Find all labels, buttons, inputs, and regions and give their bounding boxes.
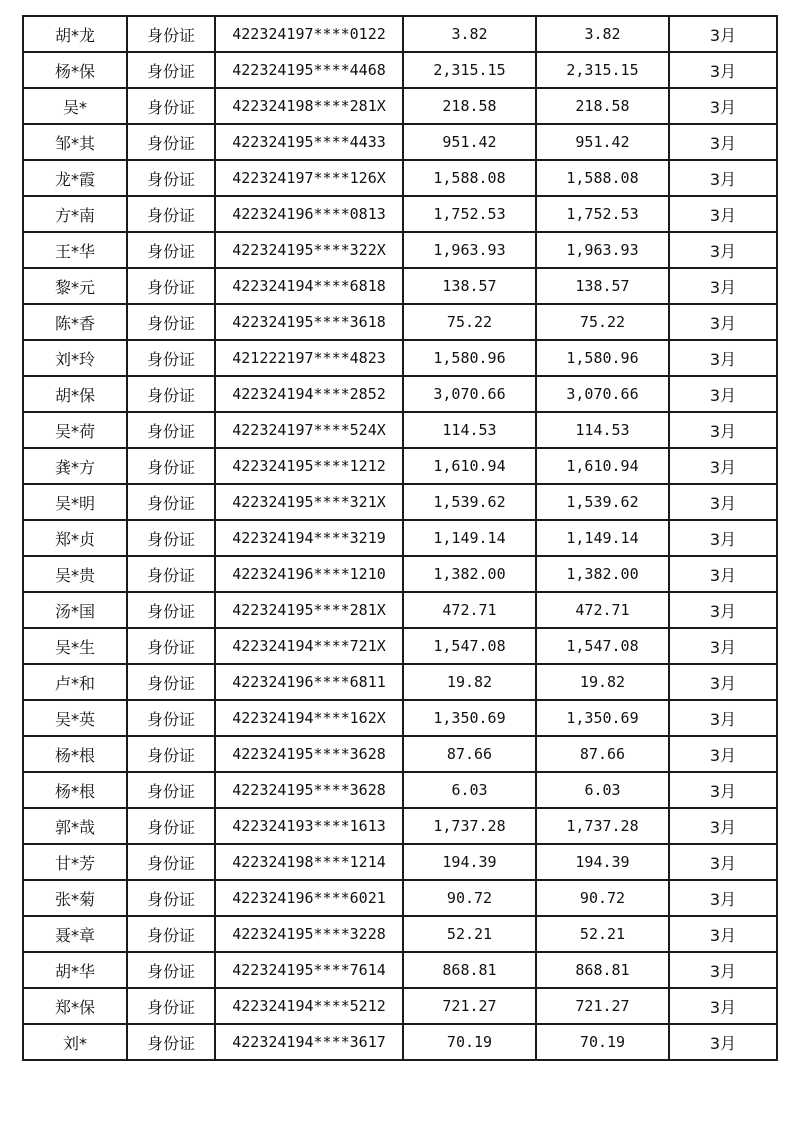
- month-cell: 3月: [669, 1024, 777, 1060]
- id-number-cell: 422324195****322X: [215, 232, 403, 268]
- name-cell: 龙*霞: [23, 160, 127, 196]
- id-type-cell: 身份证: [127, 592, 215, 628]
- month-cell: 3月: [669, 16, 777, 52]
- amount-cell: 1,737.28: [403, 808, 536, 844]
- table-row: [23, 304, 777, 340]
- id-type-cell: 身份证: [127, 520, 215, 556]
- amount-paid-cell: 1,149.14: [536, 520, 669, 556]
- id-number-cell: 422324195****281X: [215, 592, 403, 628]
- amount-paid-cell: 1,350.69: [536, 700, 669, 736]
- table-row: [23, 52, 777, 88]
- amount-cell: 218.58: [403, 88, 536, 124]
- name-cell: 郑*保: [23, 988, 127, 1024]
- table-row: [23, 808, 777, 844]
- amount-paid-cell: 1,382.00: [536, 556, 669, 592]
- id-number-cell: 422324195****4468: [215, 52, 403, 88]
- month-cell: 3月: [669, 376, 777, 412]
- month-cell: 3月: [669, 556, 777, 592]
- name-cell: 吴*英: [23, 700, 127, 736]
- month-cell: 3月: [669, 772, 777, 808]
- name-cell: 黎*元: [23, 268, 127, 304]
- id-number-cell: 422324195****3228: [215, 916, 403, 952]
- amount-paid-cell: 1,963.93: [536, 232, 669, 268]
- amount-cell: 1,963.93: [403, 232, 536, 268]
- name-cell: 胡*龙: [23, 16, 127, 52]
- id-type-cell: 身份证: [127, 772, 215, 808]
- amount-cell: 1,580.96: [403, 340, 536, 376]
- name-cell: 刘*玲: [23, 340, 127, 376]
- table-row: [23, 1024, 777, 1060]
- amount-cell: 194.39: [403, 844, 536, 880]
- amount-paid-cell: 6.03: [536, 772, 669, 808]
- id-type-cell: 身份证: [127, 664, 215, 700]
- amount-cell: 1,588.08: [403, 160, 536, 196]
- amount-cell: 6.03: [403, 772, 536, 808]
- name-cell: 王*华: [23, 232, 127, 268]
- id-number-cell: 422324195****7614: [215, 952, 403, 988]
- month-cell: 3月: [669, 700, 777, 736]
- table-row: [23, 700, 777, 736]
- table-row: [23, 556, 777, 592]
- table-row: [23, 16, 777, 52]
- amount-cell: 1,547.08: [403, 628, 536, 664]
- name-cell: 胡*华: [23, 952, 127, 988]
- amount-paid-cell: 1,547.08: [536, 628, 669, 664]
- id-number-cell: 422324194****3617: [215, 1024, 403, 1060]
- id-number-cell: 422324195****321X: [215, 484, 403, 520]
- table-row: [23, 988, 777, 1024]
- amount-paid-cell: 19.82: [536, 664, 669, 700]
- name-cell: 吴*荷: [23, 412, 127, 448]
- table-row: [23, 844, 777, 880]
- table-row: [23, 412, 777, 448]
- month-cell: 3月: [669, 880, 777, 916]
- name-cell: 陈*香: [23, 304, 127, 340]
- id-number-cell: 422324193****1613: [215, 808, 403, 844]
- id-type-cell: 身份证: [127, 700, 215, 736]
- month-cell: 3月: [669, 124, 777, 160]
- month-cell: 3月: [669, 736, 777, 772]
- id-number-cell: 422324194****2852: [215, 376, 403, 412]
- id-number-cell: 422324196****6021: [215, 880, 403, 916]
- month-cell: 3月: [669, 664, 777, 700]
- id-number-cell: 422324196****0813: [215, 196, 403, 232]
- amount-cell: 1,149.14: [403, 520, 536, 556]
- amount-cell: 868.81: [403, 952, 536, 988]
- id-type-cell: 身份证: [127, 232, 215, 268]
- amount-paid-cell: 52.21: [536, 916, 669, 952]
- month-cell: 3月: [669, 448, 777, 484]
- name-cell: 刘*: [23, 1024, 127, 1060]
- amount-paid-cell: 951.42: [536, 124, 669, 160]
- id-number-cell: 422324194****721X: [215, 628, 403, 664]
- month-cell: 3月: [669, 628, 777, 664]
- month-cell: 3月: [669, 52, 777, 88]
- table-row: [23, 232, 777, 268]
- id-type-cell: 身份证: [127, 124, 215, 160]
- amount-cell: 87.66: [403, 736, 536, 772]
- id-number-cell: 422324194****162X: [215, 700, 403, 736]
- amount-cell: 19.82: [403, 664, 536, 700]
- table-row: [23, 952, 777, 988]
- data-table: [22, 15, 778, 1061]
- id-number-cell: 422324197****126X: [215, 160, 403, 196]
- name-cell: 郑*贞: [23, 520, 127, 556]
- id-type-cell: 身份证: [127, 304, 215, 340]
- id-number-cell: 422324196****6811: [215, 664, 403, 700]
- name-cell: 聂*章: [23, 916, 127, 952]
- name-cell: 吴*: [23, 88, 127, 124]
- name-cell: 张*菊: [23, 880, 127, 916]
- month-cell: 3月: [669, 268, 777, 304]
- table-row: [23, 196, 777, 232]
- table-row: [23, 736, 777, 772]
- amount-paid-cell: 868.81: [536, 952, 669, 988]
- amount-cell: 75.22: [403, 304, 536, 340]
- name-cell: 郭*哉: [23, 808, 127, 844]
- id-type-cell: 身份证: [127, 628, 215, 664]
- id-type-cell: 身份证: [127, 340, 215, 376]
- amount-cell: 70.19: [403, 1024, 536, 1060]
- id-type-cell: 身份证: [127, 808, 215, 844]
- month-cell: 3月: [669, 952, 777, 988]
- id-type-cell: 身份证: [127, 736, 215, 772]
- id-type-cell: 身份证: [127, 376, 215, 412]
- id-type-cell: 身份证: [127, 916, 215, 952]
- amount-paid-cell: 1,539.62: [536, 484, 669, 520]
- amount-cell: 951.42: [403, 124, 536, 160]
- name-cell: 汤*国: [23, 592, 127, 628]
- amount-cell: 114.53: [403, 412, 536, 448]
- table-row: [23, 448, 777, 484]
- name-cell: 方*南: [23, 196, 127, 232]
- table-row: [23, 376, 777, 412]
- amount-cell: 3.82: [403, 16, 536, 52]
- name-cell: 杨*保: [23, 52, 127, 88]
- table-row: [23, 124, 777, 160]
- amount-paid-cell: 138.57: [536, 268, 669, 304]
- name-cell: 胡*保: [23, 376, 127, 412]
- table-row: [23, 520, 777, 556]
- amount-cell: 1,610.94: [403, 448, 536, 484]
- table-row: [23, 628, 777, 664]
- amount-paid-cell: 721.27: [536, 988, 669, 1024]
- id-number-cell: 421222197****4823: [215, 340, 403, 376]
- month-cell: 3月: [669, 844, 777, 880]
- table-row: [23, 880, 777, 916]
- amount-paid-cell: 87.66: [536, 736, 669, 772]
- amount-cell: 1,752.53: [403, 196, 536, 232]
- id-number-cell: 422324195****4433: [215, 124, 403, 160]
- month-cell: 3月: [669, 484, 777, 520]
- month-cell: 3月: [669, 196, 777, 232]
- name-cell: 吴*贵: [23, 556, 127, 592]
- amount-paid-cell: 194.39: [536, 844, 669, 880]
- id-type-cell: 身份证: [127, 1024, 215, 1060]
- name-cell: 吴*明: [23, 484, 127, 520]
- amount-cell: 138.57: [403, 268, 536, 304]
- table-row: [23, 340, 777, 376]
- amount-paid-cell: 1,752.53: [536, 196, 669, 232]
- name-cell: 甘*芳: [23, 844, 127, 880]
- month-cell: 3月: [669, 520, 777, 556]
- id-number-cell: 422324197****0122: [215, 16, 403, 52]
- id-type-cell: 身份证: [127, 412, 215, 448]
- table-row: [23, 592, 777, 628]
- amount-paid-cell: 472.71: [536, 592, 669, 628]
- amount-paid-cell: 75.22: [536, 304, 669, 340]
- id-number-cell: 422324198****1214: [215, 844, 403, 880]
- id-type-cell: 身份证: [127, 952, 215, 988]
- id-type-cell: 身份证: [127, 160, 215, 196]
- table-row: [23, 160, 777, 196]
- id-number-cell: 422324195****3628: [215, 736, 403, 772]
- amount-paid-cell: 1,737.28: [536, 808, 669, 844]
- month-cell: 3月: [669, 340, 777, 376]
- table-body: [23, 16, 777, 1060]
- id-type-cell: 身份证: [127, 844, 215, 880]
- table-row: [23, 772, 777, 808]
- name-cell: 卢*和: [23, 664, 127, 700]
- month-cell: 3月: [669, 304, 777, 340]
- table-row: [23, 664, 777, 700]
- amount-cell: 52.21: [403, 916, 536, 952]
- id-type-cell: 身份证: [127, 196, 215, 232]
- month-cell: 3月: [669, 160, 777, 196]
- id-type-cell: 身份证: [127, 268, 215, 304]
- id-number-cell: 422324194****5212: [215, 988, 403, 1024]
- id-type-cell: 身份证: [127, 556, 215, 592]
- month-cell: 3月: [669, 916, 777, 952]
- amount-paid-cell: 3.82: [536, 16, 669, 52]
- amount-cell: 721.27: [403, 988, 536, 1024]
- id-number-cell: 422324195****3628: [215, 772, 403, 808]
- id-type-cell: 身份证: [127, 88, 215, 124]
- month-cell: 3月: [669, 412, 777, 448]
- amount-cell: 2,315.15: [403, 52, 536, 88]
- amount-cell: 90.72: [403, 880, 536, 916]
- id-number-cell: 422324194****3219: [215, 520, 403, 556]
- amount-paid-cell: 1,580.96: [536, 340, 669, 376]
- name-cell: 杨*根: [23, 772, 127, 808]
- amount-paid-cell: 114.53: [536, 412, 669, 448]
- amount-cell: 472.71: [403, 592, 536, 628]
- name-cell: 邹*其: [23, 124, 127, 160]
- month-cell: 3月: [669, 808, 777, 844]
- amount-paid-cell: 90.72: [536, 880, 669, 916]
- month-cell: 3月: [669, 232, 777, 268]
- amount-cell: 1,539.62: [403, 484, 536, 520]
- amount-paid-cell: 70.19: [536, 1024, 669, 1060]
- id-type-cell: 身份证: [127, 52, 215, 88]
- name-cell: 吴*生: [23, 628, 127, 664]
- name-cell: 杨*根: [23, 736, 127, 772]
- amount-cell: 1,350.69: [403, 700, 536, 736]
- amount-paid-cell: 1,610.94: [536, 448, 669, 484]
- amount-paid-cell: 218.58: [536, 88, 669, 124]
- amount-paid-cell: 1,588.08: [536, 160, 669, 196]
- name-cell: 龚*方: [23, 448, 127, 484]
- table-row: [23, 268, 777, 304]
- month-cell: 3月: [669, 88, 777, 124]
- amount-cell: 1,382.00: [403, 556, 536, 592]
- id-type-cell: 身份证: [127, 484, 215, 520]
- table-row: [23, 916, 777, 952]
- id-type-cell: 身份证: [127, 448, 215, 484]
- id-type-cell: 身份证: [127, 880, 215, 916]
- month-cell: 3月: [669, 988, 777, 1024]
- amount-paid-cell: 2,315.15: [536, 52, 669, 88]
- id-number-cell: 422324196****1210: [215, 556, 403, 592]
- id-number-cell: 422324197****524X: [215, 412, 403, 448]
- id-number-cell: 422324195****3618: [215, 304, 403, 340]
- month-cell: 3月: [669, 592, 777, 628]
- amount-cell: 3,070.66: [403, 376, 536, 412]
- table-row: [23, 88, 777, 124]
- amount-paid-cell: 3,070.66: [536, 376, 669, 412]
- id-number-cell: 422324194****6818: [215, 268, 403, 304]
- id-number-cell: 422324195****1212: [215, 448, 403, 484]
- table-row: [23, 484, 777, 520]
- id-type-cell: 身份证: [127, 16, 215, 52]
- id-type-cell: 身份证: [127, 988, 215, 1024]
- id-number-cell: 422324198****281X: [215, 88, 403, 124]
